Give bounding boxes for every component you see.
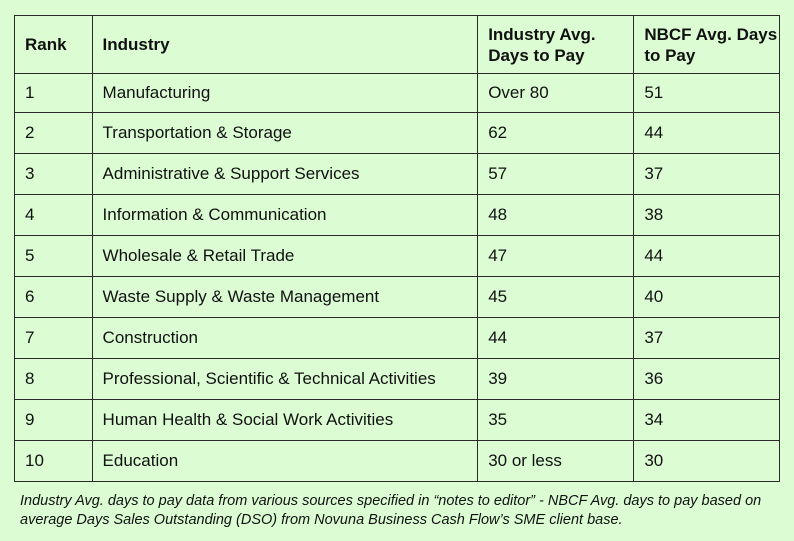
table-header-row	[15, 16, 780, 74]
table-row	[15, 318, 780, 359]
table-row	[15, 400, 780, 441]
table-row	[15, 359, 780, 400]
table-row	[15, 277, 780, 318]
cell-rank: 6	[15, 277, 93, 318]
cell-rank: 8	[15, 359, 93, 400]
cell-industry-avg: 62	[478, 113, 634, 154]
cell-rank: 10	[15, 441, 93, 482]
cell-industry-avg: 35	[478, 400, 634, 441]
cell-rank: 1	[15, 74, 93, 113]
cell-industry-avg: 57	[478, 154, 634, 195]
cell-rank: 3	[15, 154, 93, 195]
cell-nbcf-avg: 40	[634, 277, 780, 318]
table-row	[15, 154, 780, 195]
header-industry: Industry	[92, 16, 478, 74]
cell-nbcf-avg: 38	[634, 195, 780, 236]
footnote: Industry Avg. days to pay data from various sources specified in “notes to editor” - NBCF Avg. days to pay based on average Days Sales Outstanding (DSO) from Novuna Business Cash Flow’s SME client base.	[20, 493, 762, 528]
cell-rank: 9	[15, 400, 93, 441]
header-industry-avg: Industry Avg. Days to Pay	[478, 16, 634, 74]
cell-rank: 2	[15, 113, 93, 154]
cell-industry-avg: 30 or less	[478, 441, 634, 482]
table-row	[15, 74, 780, 113]
cell-nbcf-avg: 44	[634, 113, 780, 154]
cell-nbcf-avg: 36	[634, 359, 780, 400]
table-row	[15, 113, 780, 154]
cell-industry: Wholesale & Retail Trade	[92, 236, 478, 277]
header-nbcf-avg: NBCF Avg. Days to Pay	[634, 16, 780, 74]
cell-industry-avg: 45	[478, 277, 634, 318]
table-row	[15, 441, 780, 482]
header-rank: Rank	[15, 16, 93, 74]
cell-nbcf-avg: 51	[634, 74, 780, 113]
cell-industry: Administrative & Support Services	[92, 154, 478, 195]
cell-industry: Waste Supply & Waste Management	[92, 277, 478, 318]
table-row	[15, 195, 780, 236]
cell-industry-avg: 39	[478, 359, 634, 400]
days-to-pay-table-container	[14, 15, 780, 482]
cell-nbcf-avg: 34	[634, 400, 780, 441]
cell-industry: Human Health & Social Work Activities	[92, 400, 478, 441]
cell-nbcf-avg: 37	[634, 154, 780, 195]
cell-industry: Information & Communication	[92, 195, 478, 236]
cell-nbcf-avg: 44	[634, 236, 780, 277]
cell-industry-avg: Over 80	[478, 74, 634, 113]
cell-industry: Professional, Scientific & Technical Activities	[92, 359, 478, 400]
cell-nbcf-avg: 37	[634, 318, 780, 359]
cell-industry: Education	[92, 441, 478, 482]
days-to-pay-table	[14, 15, 780, 482]
cell-rank: 5	[15, 236, 93, 277]
table-row	[15, 236, 780, 277]
cell-nbcf-avg: 30	[634, 441, 780, 482]
cell-industry: Transportation & Storage	[92, 113, 478, 154]
cell-rank: 4	[15, 195, 93, 236]
cell-industry: Manufacturing	[92, 74, 478, 113]
cell-rank: 7	[15, 318, 93, 359]
cell-industry: Construction	[92, 318, 478, 359]
cell-industry-avg: 48	[478, 195, 634, 236]
cell-industry-avg: 44	[478, 318, 634, 359]
cell-industry-avg: 47	[478, 236, 634, 277]
